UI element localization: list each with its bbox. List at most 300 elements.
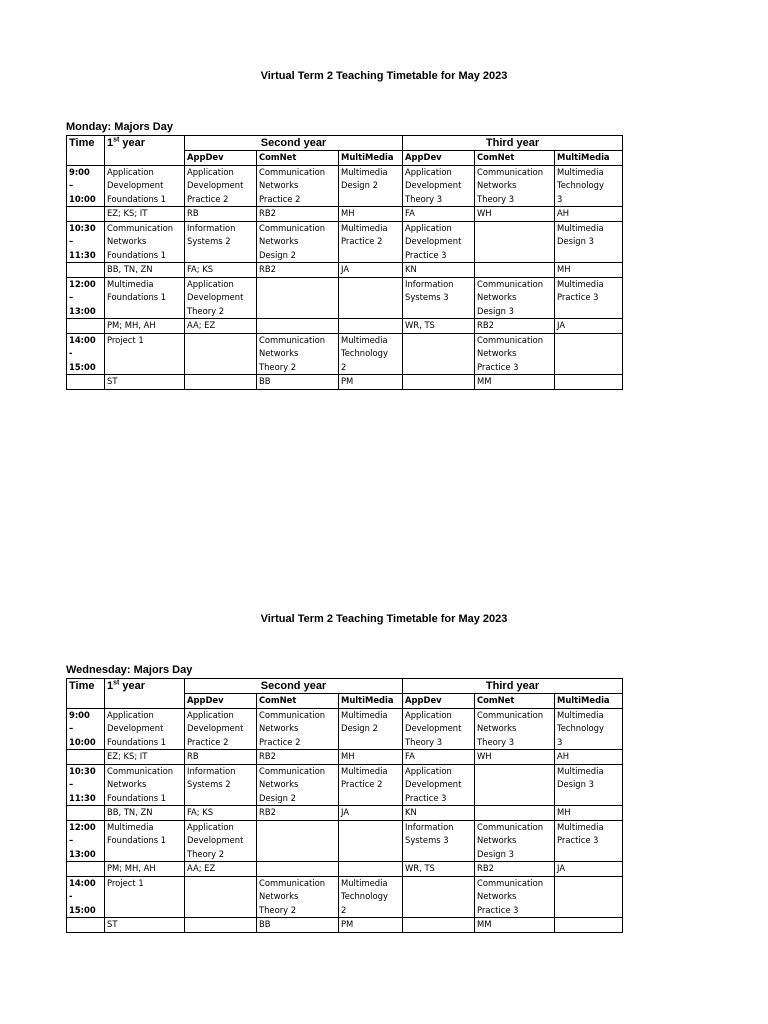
staff-cell: MH xyxy=(555,263,623,278)
time-slot-line: 13:00 xyxy=(69,848,96,859)
module-name-line: Practice 2 xyxy=(259,736,301,747)
module-name-line: 3 xyxy=(557,193,563,204)
first-year-header xyxy=(105,679,185,709)
module-name-line: Communication xyxy=(259,166,326,177)
module-name-line: Theory 2 xyxy=(259,904,297,915)
time-slot-line: 13:00 xyxy=(69,305,96,316)
staff-cell: JA xyxy=(339,263,403,278)
module-cell xyxy=(105,820,185,862)
first-year-number: 1 xyxy=(107,680,114,692)
module-name-line: Systems 3 xyxy=(405,292,449,302)
module-name-line: Application xyxy=(107,166,154,177)
time-spacer-cell xyxy=(67,862,105,877)
module-cell xyxy=(185,820,257,862)
module-name-line: Technology xyxy=(341,348,388,358)
module-name-line: Practice 2 xyxy=(187,193,229,204)
time-slot-line: 10:00 xyxy=(69,193,96,204)
table-row xyxy=(67,333,623,375)
module-cell xyxy=(555,333,623,375)
module-name-line: Practice 3 xyxy=(405,249,447,260)
time-slot-line: – xyxy=(69,835,74,845)
staff-cell: RB xyxy=(185,207,257,222)
module-name-line: Design 2 xyxy=(341,180,378,190)
staff-cell: PM xyxy=(339,918,403,933)
staff-cell: RB2 xyxy=(257,207,339,222)
time-slot-cell xyxy=(67,221,105,263)
time-slot-line: 9:00 xyxy=(69,709,90,720)
time-slot-line: 15:00 xyxy=(69,904,96,915)
module-name-line: Application xyxy=(405,166,452,177)
staff-row xyxy=(67,319,623,334)
module-cell xyxy=(403,277,475,319)
module-name-line: Networks xyxy=(259,236,299,246)
staff-cell: AA; EZ xyxy=(185,862,257,877)
timetable-section-monday xyxy=(66,121,622,390)
time-slot-cell xyxy=(67,820,105,862)
module-cell xyxy=(475,876,555,918)
module-cell xyxy=(257,820,339,862)
module-name-line: 2 xyxy=(341,904,347,915)
staff-cell: BB xyxy=(257,918,339,933)
module-name-line: Theory 2 xyxy=(259,361,297,372)
module-name-line: Theory 2 xyxy=(187,305,225,316)
staff-cell: FA xyxy=(403,207,475,222)
module-cell xyxy=(555,764,623,806)
time-slot-line: 14:00 xyxy=(69,334,96,345)
module-name-line: Design 2 xyxy=(259,792,296,803)
stream-header: AppDev xyxy=(185,694,257,709)
header-row xyxy=(67,136,623,151)
module-name-line: Project 1 xyxy=(107,877,144,888)
module-name-line: Networks xyxy=(477,891,517,901)
time-spacer-cell xyxy=(67,375,105,390)
module-name-line: Networks xyxy=(259,891,299,901)
module-name-line: Systems 3 xyxy=(405,835,449,845)
module-name-line: Design 3 xyxy=(557,779,594,789)
staff-cell: JA xyxy=(555,319,623,334)
staff-cell: MH xyxy=(339,207,403,222)
module-cell xyxy=(339,165,403,207)
module-name-line: Theory 3 xyxy=(477,193,515,204)
module-cell xyxy=(185,165,257,207)
module-cell xyxy=(105,764,185,806)
module-name-line: Multimedia xyxy=(557,278,604,289)
module-cell xyxy=(403,333,475,375)
staff-cell: AA; EZ xyxy=(185,319,257,334)
time-slot-cell xyxy=(67,708,105,750)
stream-header: AppDev xyxy=(185,151,257,166)
module-name-line: Application xyxy=(187,278,234,289)
module-name-line: Information xyxy=(405,278,454,289)
module-cell xyxy=(105,708,185,750)
table-row xyxy=(67,764,623,806)
staff-cell: RB2 xyxy=(257,263,339,278)
module-cell xyxy=(339,277,403,319)
module-cell xyxy=(185,764,257,806)
module-cell xyxy=(339,764,403,806)
module-name-line: Communication xyxy=(477,334,544,345)
module-name-line: Information xyxy=(187,222,236,233)
header-row xyxy=(67,679,623,694)
staff-cell: MM xyxy=(475,918,555,933)
third-year-header: Third year xyxy=(403,679,623,694)
staff-cell: MM xyxy=(475,375,555,390)
module-name-line: Networks xyxy=(107,779,147,789)
module-name-line: Communication xyxy=(259,222,326,233)
module-cell xyxy=(257,333,339,375)
module-name-line: Multimedia xyxy=(341,765,388,776)
timetable-grid xyxy=(66,678,623,933)
module-name-line: Practice 3 xyxy=(405,792,447,803)
module-cell xyxy=(555,876,623,918)
module-cell xyxy=(475,708,555,750)
module-name-line: Information xyxy=(187,765,236,776)
module-name-line: Theory 3 xyxy=(405,736,443,747)
first-year-header xyxy=(105,136,185,166)
staff-cell: FA xyxy=(403,750,475,765)
module-cell xyxy=(475,221,555,263)
module-cell xyxy=(339,876,403,918)
day-heading: Wednesday: Majors Day xyxy=(66,664,193,676)
module-name-line: Foundations 1 xyxy=(107,835,167,845)
staff-cell: ST xyxy=(105,918,185,933)
module-name-line: Multimedia xyxy=(341,166,388,177)
table-row xyxy=(67,876,623,918)
time-slot-line: 14:00 xyxy=(69,877,96,888)
module-cell xyxy=(403,221,475,263)
module-cell xyxy=(105,277,185,319)
module-cell xyxy=(105,165,185,207)
module-name-line: Application xyxy=(187,166,234,177)
module-name-line: Application xyxy=(405,709,452,720)
staff-cell: JA xyxy=(339,806,403,821)
staff-cell xyxy=(257,862,339,877)
first-year-word: year xyxy=(119,680,146,692)
time-slot-line: 10:30 xyxy=(69,222,96,233)
module-name-line: Development xyxy=(187,723,244,733)
module-name-line: Design 3 xyxy=(557,236,594,246)
module-name-line: Practice 3 xyxy=(477,361,519,372)
time-slot-cell xyxy=(67,165,105,207)
staff-row xyxy=(67,862,623,877)
time-slot-line: - xyxy=(69,891,73,901)
stream-header: ComNet xyxy=(257,694,339,709)
stream-header: ComNet xyxy=(475,151,555,166)
module-cell xyxy=(555,221,623,263)
stream-header: ComNet xyxy=(475,694,555,709)
staff-cell: AH xyxy=(555,207,623,222)
module-name-line: Communication xyxy=(259,334,326,345)
module-name-line: Application xyxy=(187,709,234,720)
module-name-line: Multimedia xyxy=(341,334,388,345)
time-column-header: Time xyxy=(67,136,105,166)
staff-cell: BB xyxy=(257,375,339,390)
module-name-line: Development xyxy=(187,835,244,845)
module-cell xyxy=(403,764,475,806)
module-cell xyxy=(339,820,403,862)
staff-cell: AH xyxy=(555,750,623,765)
module-name-line: Project 1 xyxy=(107,334,144,345)
module-cell xyxy=(257,764,339,806)
staff-cell: BB, TN, ZN xyxy=(105,806,185,821)
staff-cell: WR, TS xyxy=(403,862,475,877)
staff-cell: KN xyxy=(403,806,475,821)
staff-row xyxy=(67,806,623,821)
module-name-line: Application xyxy=(107,709,154,720)
module-name-line: Multimedia xyxy=(557,222,604,233)
staff-row xyxy=(67,918,623,933)
module-name-line: 3 xyxy=(557,736,563,747)
module-cell xyxy=(555,820,623,862)
time-spacer-cell xyxy=(67,806,105,821)
staff-cell: JA xyxy=(555,862,623,877)
staff-cell xyxy=(475,806,555,821)
module-name-line: Development xyxy=(405,180,462,190)
module-cell xyxy=(185,708,257,750)
module-cell xyxy=(257,221,339,263)
module-cell xyxy=(105,221,185,263)
time-slot-line: - xyxy=(69,348,73,358)
module-cell xyxy=(105,333,185,375)
module-name-line: Multimedia xyxy=(557,821,604,832)
staff-cell: KN xyxy=(403,263,475,278)
module-name-line: Multimedia xyxy=(557,166,604,177)
time-spacer-cell xyxy=(67,263,105,278)
time-slot-line: – xyxy=(69,723,74,733)
module-name-line: Systems 2 xyxy=(187,779,231,789)
module-cell xyxy=(185,221,257,263)
time-slot-line: – xyxy=(69,180,74,190)
staff-cell xyxy=(257,319,339,334)
staff-cell xyxy=(185,918,257,933)
module-cell xyxy=(257,165,339,207)
staff-cell xyxy=(555,918,623,933)
module-name-line: Theory 3 xyxy=(477,736,515,747)
module-name-line: Application xyxy=(187,821,234,832)
timetable-table xyxy=(66,135,622,390)
module-cell xyxy=(403,165,475,207)
first-year-suffix: st xyxy=(113,136,120,144)
module-name-line: Communication xyxy=(477,166,544,177)
time-slot-cell xyxy=(67,333,105,375)
module-name-line: Communication xyxy=(477,877,544,888)
staff-row xyxy=(67,263,623,278)
module-name-line: Design 3 xyxy=(477,305,514,316)
module-name-line: Networks xyxy=(259,348,299,358)
module-cell xyxy=(475,165,555,207)
module-cell xyxy=(403,876,475,918)
staff-cell: RB2 xyxy=(257,750,339,765)
stream-header: MultiMedia xyxy=(339,694,403,709)
table-row xyxy=(67,165,623,207)
module-cell xyxy=(403,820,475,862)
staff-cell: FA; KS xyxy=(185,806,257,821)
module-cell xyxy=(339,708,403,750)
staff-cell: RB2 xyxy=(475,862,555,877)
module-name-line: Communication xyxy=(259,709,326,720)
module-name-line: Communication xyxy=(259,765,326,776)
time-slot-line: 11:30 xyxy=(69,249,96,260)
module-name-line: Technology xyxy=(557,723,604,733)
module-name-line: Foundations 1 xyxy=(107,792,167,803)
time-slot-line: 10:00 xyxy=(69,736,96,747)
staff-cell: EZ; KS; IT xyxy=(105,207,185,222)
staff-row xyxy=(67,750,623,765)
module-name-line: Practice 3 xyxy=(557,835,599,845)
staff-cell xyxy=(185,375,257,390)
module-cell xyxy=(257,876,339,918)
stream-header: AppDev xyxy=(403,694,475,709)
staff-cell: WR, TS xyxy=(403,319,475,334)
module-name-line: Multimedia xyxy=(341,709,388,720)
time-slot-line: 10:30 xyxy=(69,765,96,776)
time-spacer-cell xyxy=(67,750,105,765)
staff-row xyxy=(67,375,623,390)
time-slot-line: – xyxy=(69,236,74,246)
module-cell xyxy=(475,277,555,319)
day-heading: Monday: Majors Day xyxy=(66,121,173,133)
module-name-line: Design 2 xyxy=(341,723,378,733)
staff-cell: BB, TN, ZN xyxy=(105,263,185,278)
module-name-line: Networks xyxy=(477,180,517,190)
staff-cell: FA; KS xyxy=(185,263,257,278)
time-spacer-cell xyxy=(67,319,105,334)
module-name-line: Networks xyxy=(107,236,147,246)
module-name-line: Development xyxy=(107,723,164,733)
first-year-suffix: st xyxy=(113,679,120,687)
second-year-header: Second year xyxy=(185,136,403,151)
staff-cell xyxy=(403,375,475,390)
time-slot-line: 15:00 xyxy=(69,361,96,372)
module-name-line: Practice 2 xyxy=(341,236,383,246)
module-cell xyxy=(555,277,623,319)
module-name-line: Communication xyxy=(477,278,544,289)
module-name-line: Multimedia xyxy=(341,877,388,888)
staff-cell: MH xyxy=(339,750,403,765)
module-name-line: Development xyxy=(107,180,164,190)
third-year-header: Third year xyxy=(403,136,623,151)
time-slot-cell xyxy=(67,876,105,918)
module-cell xyxy=(475,333,555,375)
module-name-line: Theory 2 xyxy=(187,848,225,859)
staff-cell: RB2 xyxy=(475,319,555,334)
document-title: Virtual Term 2 Teaching Timetable for May 2023 xyxy=(260,70,508,82)
second-year-header: Second year xyxy=(185,679,403,694)
module-name-line: Networks xyxy=(477,835,517,845)
staff-cell: PM; MH, AH xyxy=(105,319,185,334)
module-name-line: Application xyxy=(405,765,452,776)
stream-header: ComNet xyxy=(257,151,339,166)
staff-cell: RB2 xyxy=(257,806,339,821)
module-name-line: Networks xyxy=(477,292,517,302)
module-cell xyxy=(257,708,339,750)
module-name-line: Design 2 xyxy=(259,249,296,260)
first-year-word: year xyxy=(119,137,146,149)
stream-header: AppDev xyxy=(403,151,475,166)
staff-cell xyxy=(555,375,623,390)
module-cell xyxy=(185,277,257,319)
module-name-line: Networks xyxy=(259,723,299,733)
time-slot-line: – xyxy=(69,779,74,789)
time-slot-line: 9:00 xyxy=(69,166,90,177)
table-row xyxy=(67,708,623,750)
module-name-line: Technology xyxy=(557,180,604,190)
module-name-line: Information xyxy=(405,821,454,832)
staff-cell: ST xyxy=(105,375,185,390)
stream-header: MultiMedia xyxy=(339,151,403,166)
stream-header: MultiMedia xyxy=(555,151,623,166)
time-spacer-cell xyxy=(67,207,105,222)
first-year-number: 1 xyxy=(107,137,114,149)
module-name-line: Foundations 1 xyxy=(107,193,167,204)
module-name-line: Foundations 1 xyxy=(107,736,167,747)
module-name-line: Development xyxy=(405,723,462,733)
module-name-line: Multimedia xyxy=(107,278,154,289)
module-name-line: Multimedia xyxy=(557,765,604,776)
module-name-line: Multimedia xyxy=(557,709,604,720)
module-name-line: Communication xyxy=(477,821,544,832)
table-row xyxy=(67,221,623,263)
module-cell xyxy=(185,876,257,918)
module-name-line: Networks xyxy=(259,180,299,190)
staff-cell xyxy=(403,918,475,933)
module-cell xyxy=(403,708,475,750)
module-name-line: Communication xyxy=(259,877,326,888)
module-name-line: Networks xyxy=(259,779,299,789)
module-name-line: Multimedia xyxy=(107,821,154,832)
staff-cell: PM xyxy=(339,375,403,390)
module-name-line: Practice 2 xyxy=(259,193,301,204)
staff-row xyxy=(67,207,623,222)
time-slot-cell xyxy=(67,277,105,319)
staff-cell xyxy=(339,862,403,877)
module-cell xyxy=(105,876,185,918)
timetable-table xyxy=(66,678,622,933)
staff-cell xyxy=(475,263,555,278)
time-slot-line: 12:00 xyxy=(69,821,96,832)
time-slot-line: – xyxy=(69,292,74,302)
module-name-line: Systems 2 xyxy=(187,236,231,246)
table-row xyxy=(67,277,623,319)
timetable-grid xyxy=(66,135,623,390)
stream-header: MultiMedia xyxy=(555,694,623,709)
module-name-line: Networks xyxy=(477,723,517,733)
staff-cell: PM; MH, AH xyxy=(105,862,185,877)
timetable-section-wednesday xyxy=(66,664,622,933)
module-cell xyxy=(185,333,257,375)
staff-cell: EZ; KS; IT xyxy=(105,750,185,765)
module-name-line: 2 xyxy=(341,361,347,372)
module-cell xyxy=(339,221,403,263)
module-cell xyxy=(555,708,623,750)
module-name-line: Practice 3 xyxy=(557,292,599,302)
module-name-line: Development xyxy=(187,292,244,302)
module-cell xyxy=(475,764,555,806)
module-name-line: Technology xyxy=(341,891,388,901)
staff-cell xyxy=(339,319,403,334)
table-row xyxy=(67,820,623,862)
module-name-line: Application xyxy=(405,222,452,233)
module-name-line: Practice 3 xyxy=(477,904,519,915)
document-title: Virtual Term 2 Teaching Timetable for May 2023 xyxy=(260,613,508,625)
module-cell xyxy=(257,277,339,319)
module-name-line: Communication xyxy=(107,222,174,233)
module-cell xyxy=(339,333,403,375)
staff-cell: MH xyxy=(555,806,623,821)
time-slot-line: 12:00 xyxy=(69,278,96,289)
time-column-header: Time xyxy=(67,679,105,709)
module-name-line: Design 3 xyxy=(477,848,514,859)
